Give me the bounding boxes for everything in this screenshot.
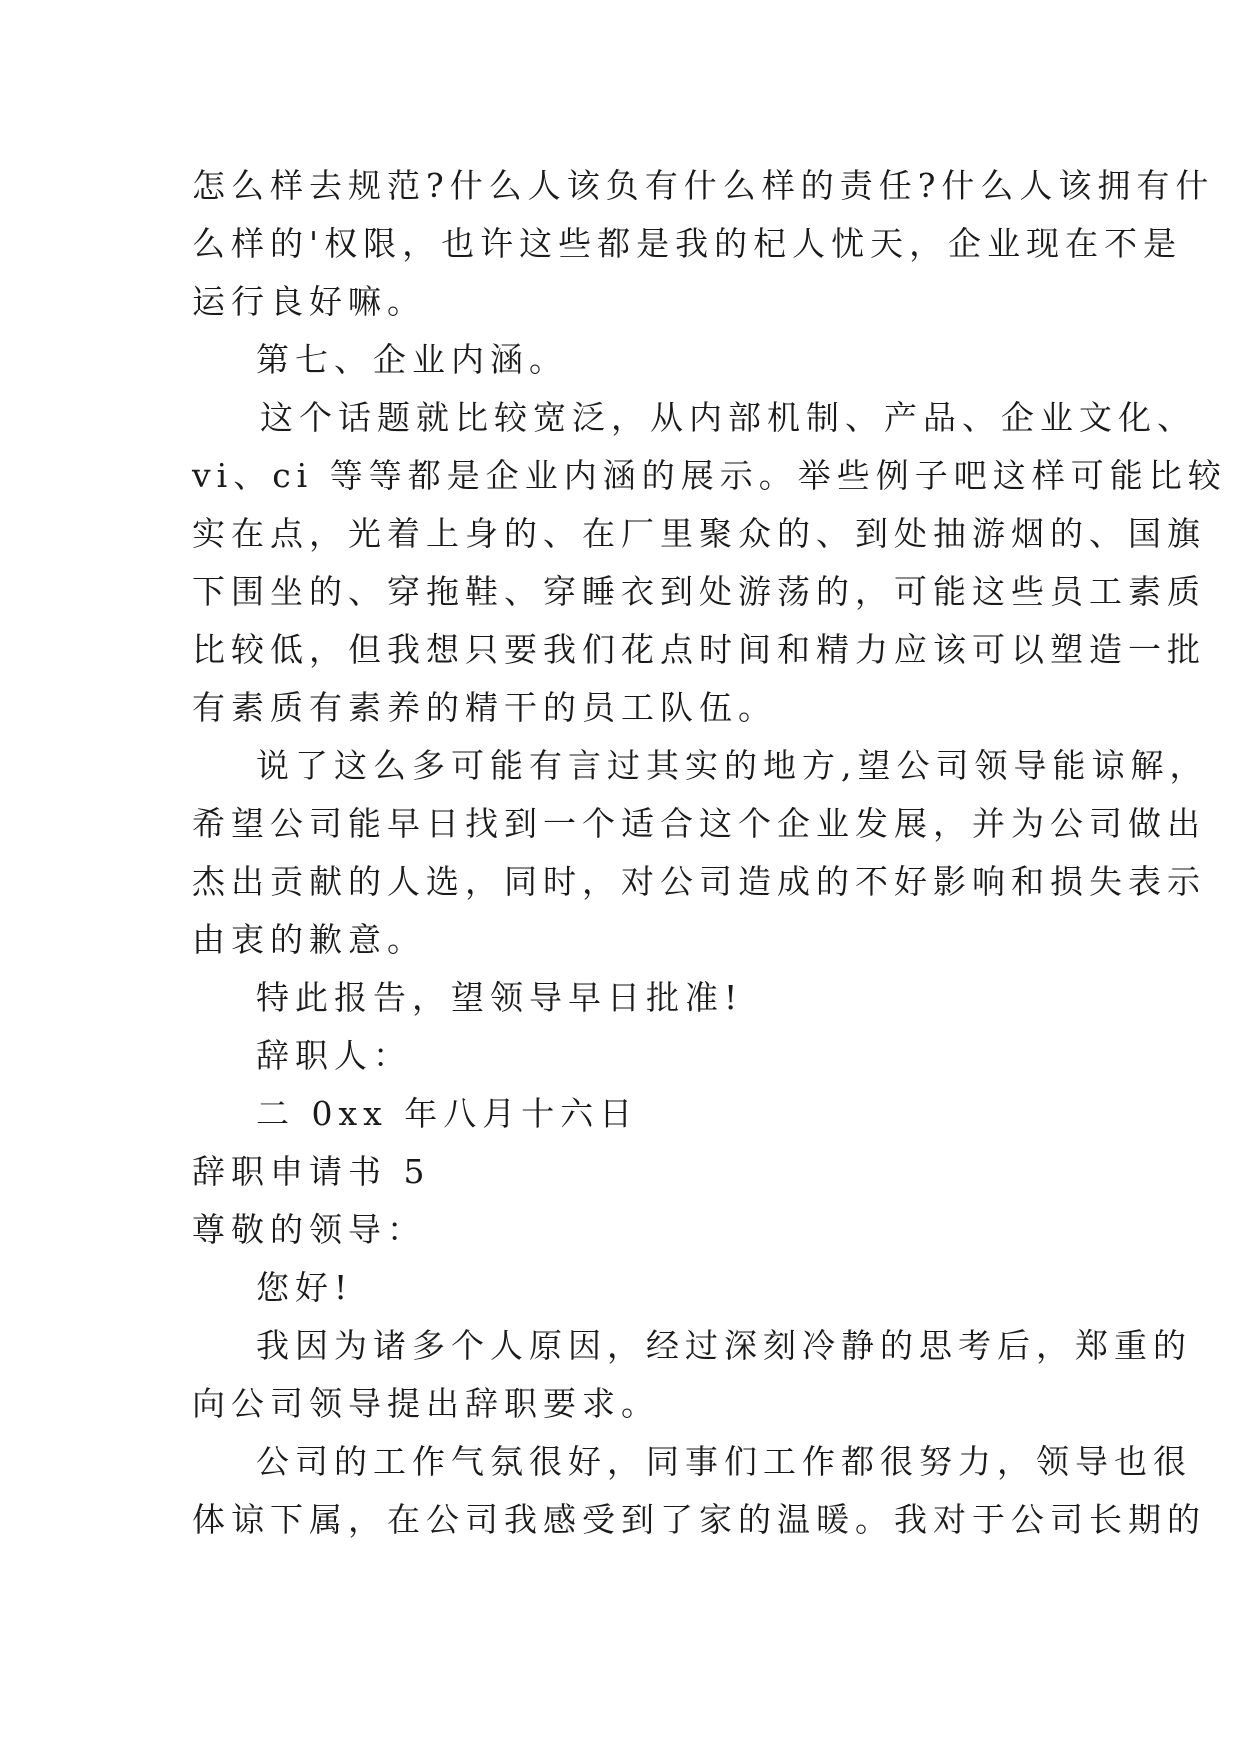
- text-line: 由衷的歉意。: [192, 920, 426, 959]
- salutation: 尊敬的领导：: [192, 1210, 426, 1249]
- signature-label: 辞职人：: [256, 1036, 412, 1075]
- paragraph-start: 说了这么多可能有言过其实的地方,望公司领导能谅解，: [256, 746, 1209, 785]
- text-line: 向公司领导提出辞职要求。: [192, 1384, 660, 1423]
- text-line: 有素质有素养的精干的员工队伍。: [192, 688, 777, 727]
- text-line: 实在点，光着上身的、在厂里聚众的、到处抽游烟的、国旗: [192, 514, 1206, 553]
- text-line: 杰出贡献的人选，同时，对公司造成的不好影响和损失表示: [192, 862, 1206, 901]
- text-line: 希望公司能早日找到一个适合这个企业发展，并为公司做出: [192, 804, 1206, 843]
- text-line: 体谅下属，在公司我感受到了家的温暖。我对于公司长期的: [192, 1500, 1206, 1539]
- text-line: 么样的'权限，也许这些都是我的杞人忧天，企业现在不是: [192, 224, 1183, 263]
- document-title: 辞职申请书 5: [192, 1152, 431, 1191]
- text-line: vi、ci 等等都是企业内涵的展示。举些例子吧这样可能比较: [192, 456, 1227, 495]
- text-line: 怎么样去规范?什么人该负有什么样的责任?什么人该拥有什: [192, 166, 1215, 205]
- paragraph-start: 我因为诸多个人原因，经过深刻冷静的思考后，郑重的: [256, 1326, 1192, 1365]
- section-heading: 第七、企业内涵。: [256, 340, 568, 379]
- date-line: 二 0xx 年八月十六日: [256, 1094, 639, 1133]
- text-line: 下围坐的、穿拖鞋、穿睡衣到处游荡的，可能这些员工素质: [192, 572, 1206, 611]
- greeting: 您好!: [256, 1268, 354, 1307]
- text-line: 运行良好嘛。: [192, 282, 426, 321]
- paragraph-start: 公司的工作气氛很好，同事们工作都很努力，领导也很: [256, 1442, 1192, 1481]
- closing-line: 特此报告，望领导早日批准!: [256, 978, 744, 1017]
- paragraph-start: 这个话题就比较宽泛，从内部机制、产品、企业文化、: [260, 398, 1196, 437]
- text-line: 比较低，但我想只要我们花点时间和精力应该可以塑造一批: [192, 630, 1206, 669]
